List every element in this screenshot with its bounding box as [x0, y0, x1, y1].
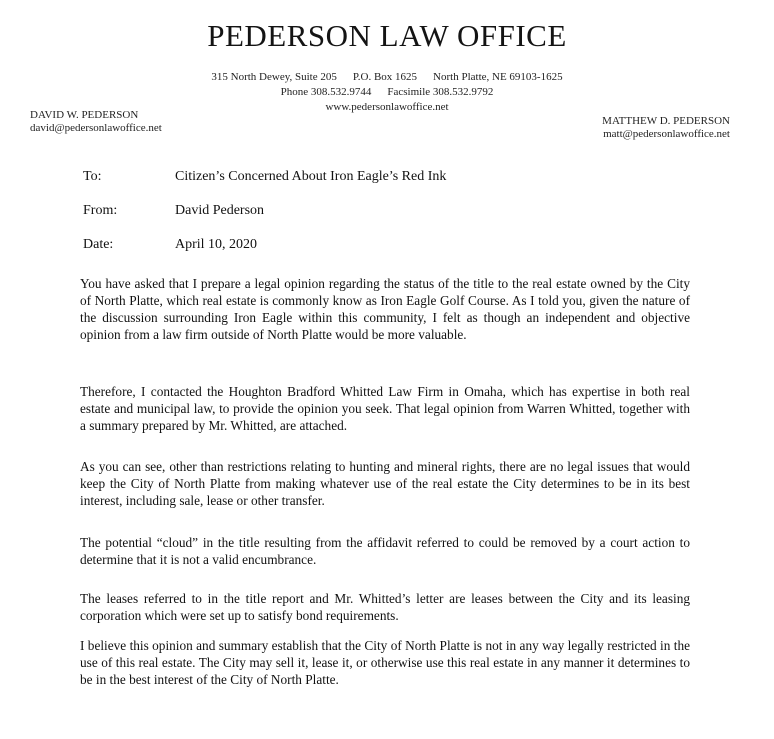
- firm-name: PEDERSON LAW OFFICE: [207, 18, 567, 53]
- memo-from-row: [83, 203, 264, 219]
- website: www.pedersonlawoffice.net: [325, 101, 449, 113]
- street-address: 315 North Dewey, Suite 205: [211, 71, 337, 83]
- city-state-zip: North Platte, NE 69103-1625: [433, 71, 563, 83]
- body-paragraph: Therefore, I contacted the Houghton Bradford Whitted Law Firm in Omaha, which has expertise in both real estate and municipal law, to provide the opinion you seek. That legal opinion from Warren Whitted, together with a summary prepared by Mr. Whitted, are attached.: [80, 384, 690, 433]
- memo-from-value: David Pederson: [175, 203, 265, 218]
- fax-number: Facsimile 308.532.9792: [387, 86, 494, 98]
- memo-date-row: [83, 237, 257, 253]
- address-line: [0, 71, 774, 83]
- body-paragraph: You have asked that I prepare a legal opinion regarding the status of the title to the real estate owned by the City of North Platte, which real estate is commonly know as Iron Eagle Golf Course. As I told you, given the nature of the discussion surrounding Iron Eagle within this community, I felt as though an independent and objective opinion from a law firm outside of North Platte would be more valuable.: [80, 276, 690, 342]
- memo-to-label: To:: [83, 169, 102, 184]
- attorney-name: MATTHEW D. PEDERSON: [602, 115, 730, 127]
- body-paragraph: The potential “cloud” in the title resulting from the affidavit referred to could be removed by a court action to determine that it is not a valid encumbrance.: [80, 535, 690, 567]
- attorney-name: DAVID W. PEDERSON: [30, 109, 139, 121]
- phone-number: Phone 308.532.9744: [280, 86, 372, 98]
- body-paragraph: The leases referred to in the title report and Mr. Whitted’s letter are leases between the City and its leasing corporation which were set up to satisfy bond requirements.: [80, 591, 690, 623]
- body-paragraph: As you can see, other than restrictions relating to hunting and mineral rights, there are no legal issues that would keep the City of North Platte from making whatever use of the real estate the City determines to be in its best interest, including sale, lease or other transfer.: [80, 459, 690, 508]
- memo-date-value: April 10, 2020: [175, 237, 258, 252]
- attorney-right: [602, 115, 730, 141]
- po-box: P.O. Box 1625: [352, 71, 418, 83]
- memo-date-label: Date:: [83, 237, 114, 252]
- contact-line: [0, 86, 774, 98]
- body-paragraph: I believe this opinion and summary establish that the City of North Platte is not in any way legally restricted in the use of this real estate. The City may sell it, lease it, or otherwise use this real estate in any manner it determines to be in the best interest of the City of North Platte.: [80, 638, 690, 687]
- memo-to-row: [83, 169, 446, 185]
- memo-from-label: From:: [83, 203, 118, 218]
- attorney-email: david@pedersonlawoffice.net: [30, 122, 162, 134]
- attorney-email: matt@pedersonlawoffice.net: [603, 128, 730, 140]
- memo-to-value: Citizen’s Concerned About Iron Eagle’s Red Ink: [175, 169, 447, 184]
- attorney-left: [30, 109, 162, 135]
